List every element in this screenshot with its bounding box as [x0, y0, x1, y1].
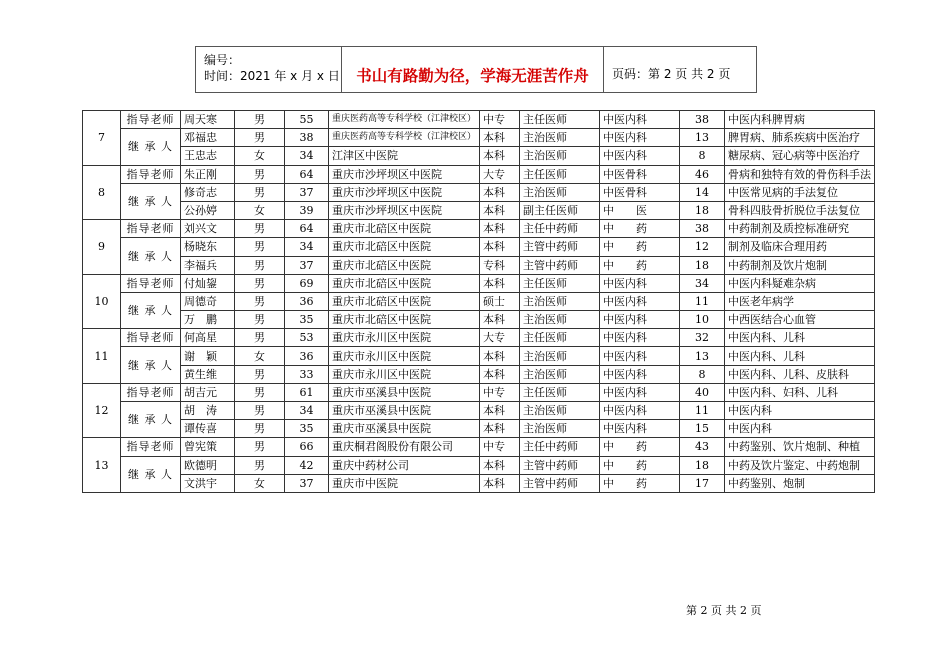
- years-cell: 12: [680, 238, 725, 256]
- sex-cell: 女: [235, 347, 285, 365]
- department-cell: 中医内科: [600, 402, 680, 420]
- table-row: [83, 183, 875, 201]
- inheritance-table: [82, 110, 875, 493]
- name-cell: 杨晓东: [181, 238, 235, 256]
- unit-cell: 重庆医药高等专科学校（江津校区）: [329, 129, 480, 147]
- name-cell: 朱正刚: [181, 165, 235, 183]
- sex-cell: 男: [235, 438, 285, 456]
- education-cell: 本科: [480, 274, 520, 292]
- years-cell: 11: [680, 402, 725, 420]
- department-cell: 中医内科: [600, 383, 680, 401]
- age-cell: 39: [285, 201, 329, 219]
- title-cell: 主治医师: [520, 129, 600, 147]
- sex-cell: 男: [235, 220, 285, 238]
- title-cell: 主任医师: [520, 329, 600, 347]
- education-cell: 中专: [480, 383, 520, 401]
- title-cell: 主管中药师: [520, 238, 600, 256]
- department-cell: 中医内科: [600, 347, 680, 365]
- group-number: 12: [83, 383, 121, 438]
- table-row: [83, 329, 875, 347]
- table-row: [83, 256, 875, 274]
- name-cell: 胡 涛: [181, 402, 235, 420]
- sex-cell: 女: [235, 474, 285, 492]
- sex-cell: 男: [235, 365, 285, 383]
- page-label: 页码：第 2 页 共 2 页: [612, 67, 731, 81]
- role-cell: 继 承 人: [121, 456, 181, 492]
- role-cell: 指导老师: [121, 220, 181, 238]
- unit-cell: 重庆市巫溪县中医院: [329, 383, 480, 401]
- unit-cell: 重庆市巫溪县中医院: [329, 402, 480, 420]
- years-cell: 13: [680, 129, 725, 147]
- department-cell: 中 药: [600, 220, 680, 238]
- name-cell: 刘兴文: [181, 220, 235, 238]
- name-cell: 周德奇: [181, 292, 235, 310]
- role-cell: 指导老师: [121, 329, 181, 347]
- title-cell: 副主任医师: [520, 201, 600, 219]
- unit-cell: 重庆市中医院: [329, 474, 480, 492]
- specialty-cell: 中药及饮片鉴定、中药炮制: [725, 456, 875, 474]
- years-cell: 8: [680, 365, 725, 383]
- age-cell: 34: [285, 147, 329, 165]
- years-cell: 11: [680, 292, 725, 310]
- education-cell: 本科: [480, 183, 520, 201]
- years-cell: 18: [680, 256, 725, 274]
- specialty-cell: 中医内科、儿科: [725, 329, 875, 347]
- sex-cell: 男: [235, 256, 285, 274]
- role-cell: 继 承 人: [121, 292, 181, 328]
- years-cell: 13: [680, 347, 725, 365]
- table-row: [83, 420, 875, 438]
- document-header: [195, 46, 757, 93]
- time-label: 时间：2021 年 x 月 x 日: [204, 69, 340, 83]
- department-cell: 中医内科: [600, 129, 680, 147]
- unit-cell: 重庆市永川区中医院: [329, 347, 480, 365]
- specialty-cell: 中药鉴别、饮片炮制、种植: [725, 438, 875, 456]
- name-cell: 黄生维: [181, 365, 235, 383]
- specialty-cell: 中药制剂及质控标准研究: [725, 220, 875, 238]
- age-cell: 38: [285, 129, 329, 147]
- education-cell: 中专: [480, 111, 520, 129]
- education-cell: 中专: [480, 438, 520, 456]
- specialty-cell: 骨科四肢骨折脱位手法复位: [725, 201, 875, 219]
- motto: 书山有路勤为径，学海无涯苦作舟: [342, 47, 604, 92]
- specialty-cell: 中医内科、儿科: [725, 347, 875, 365]
- table-row: [83, 311, 875, 329]
- education-cell: 本科: [480, 420, 520, 438]
- table-row: [83, 111, 875, 129]
- table-row: [83, 347, 875, 365]
- years-cell: 10: [680, 311, 725, 329]
- age-cell: 37: [285, 256, 329, 274]
- table-row: [83, 201, 875, 219]
- group-number: 8: [83, 165, 121, 220]
- role-cell: 继 承 人: [121, 183, 181, 219]
- unit-cell: 重庆市沙坪坝区中医院: [329, 183, 480, 201]
- years-cell: 18: [680, 201, 725, 219]
- unit-cell: 重庆市北碚区中医院: [329, 238, 480, 256]
- age-cell: 66: [285, 438, 329, 456]
- years-cell: 43: [680, 438, 725, 456]
- sex-cell: 男: [235, 274, 285, 292]
- name-cell: 邓福忠: [181, 129, 235, 147]
- title-cell: 主任医师: [520, 383, 600, 401]
- role-cell: 指导老师: [121, 111, 181, 129]
- sex-cell: 男: [235, 111, 285, 129]
- age-cell: 34: [285, 238, 329, 256]
- table-row: [83, 438, 875, 456]
- specialty-cell: 糖尿病、冠心病等中医治疗: [725, 147, 875, 165]
- years-cell: 38: [680, 111, 725, 129]
- title-cell: 主治医师: [520, 183, 600, 201]
- age-cell: 33: [285, 365, 329, 383]
- title-cell: 主任医师: [520, 165, 600, 183]
- age-cell: 64: [285, 165, 329, 183]
- role-cell: 继 承 人: [121, 238, 181, 274]
- sex-cell: 男: [235, 238, 285, 256]
- education-cell: 本科: [480, 201, 520, 219]
- table-body: [83, 111, 875, 493]
- unit-cell: 重庆市北碚区中医院: [329, 256, 480, 274]
- sex-cell: 男: [235, 292, 285, 310]
- department-cell: 中 药: [600, 438, 680, 456]
- age-cell: 35: [285, 311, 329, 329]
- table-row: [83, 238, 875, 256]
- years-cell: 17: [680, 474, 725, 492]
- education-cell: 本科: [480, 402, 520, 420]
- specialty-cell: 中药制剂及饮片炮制: [725, 256, 875, 274]
- specialty-cell: 中医常见病的手法复位: [725, 183, 875, 201]
- sex-cell: 男: [235, 329, 285, 347]
- group-number: 13: [83, 438, 121, 493]
- unit-cell: 重庆市北碚区中医院: [329, 311, 480, 329]
- years-cell: 38: [680, 220, 725, 238]
- table-row: [83, 456, 875, 474]
- department-cell: 中医内科: [600, 311, 680, 329]
- group-number: 9: [83, 220, 121, 275]
- table-row: [83, 165, 875, 183]
- department-cell: 中医骨科: [600, 183, 680, 201]
- age-cell: 36: [285, 292, 329, 310]
- age-cell: 34: [285, 402, 329, 420]
- title-cell: 主治医师: [520, 420, 600, 438]
- age-cell: 37: [285, 183, 329, 201]
- number-label: 编号：: [204, 53, 241, 67]
- specialty-cell: 中医老年病学: [725, 292, 875, 310]
- years-cell: 32: [680, 329, 725, 347]
- name-cell: 谢 颖: [181, 347, 235, 365]
- sex-cell: 男: [235, 311, 285, 329]
- name-cell: 周天寒: [181, 111, 235, 129]
- name-cell: 付灿鋆: [181, 274, 235, 292]
- name-cell: 修奇志: [181, 183, 235, 201]
- department-cell: 中医内科: [600, 147, 680, 165]
- table-row: [83, 147, 875, 165]
- title-cell: 主治医师: [520, 311, 600, 329]
- table-row: [83, 292, 875, 310]
- title-cell: 主治医师: [520, 347, 600, 365]
- title-cell: 主管中药师: [520, 456, 600, 474]
- years-cell: 34: [680, 274, 725, 292]
- title-cell: 主任医师: [520, 274, 600, 292]
- sex-cell: 男: [235, 456, 285, 474]
- department-cell: 中医内科: [600, 420, 680, 438]
- age-cell: 35: [285, 420, 329, 438]
- specialty-cell: 中医内科脾胃病: [725, 111, 875, 129]
- department-cell: 中医骨科: [600, 165, 680, 183]
- age-cell: 53: [285, 329, 329, 347]
- name-cell: 王忠志: [181, 147, 235, 165]
- name-cell: 欧德明: [181, 456, 235, 474]
- table-row: [83, 365, 875, 383]
- years-cell: 40: [680, 383, 725, 401]
- page-footer: 第 2 页 共 2 页: [686, 604, 762, 617]
- unit-cell: 重庆市巫溪县中医院: [329, 420, 480, 438]
- education-cell: 专科: [480, 256, 520, 274]
- table-row: [83, 220, 875, 238]
- specialty-cell: 中医内科、妇科、儿科: [725, 383, 875, 401]
- name-cell: 谭传喜: [181, 420, 235, 438]
- years-cell: 15: [680, 420, 725, 438]
- years-cell: 14: [680, 183, 725, 201]
- group-number: 10: [83, 274, 121, 329]
- department-cell: 中医内科: [600, 365, 680, 383]
- unit-cell: 重庆中药材公司: [329, 456, 480, 474]
- sex-cell: 男: [235, 402, 285, 420]
- sex-cell: 女: [235, 201, 285, 219]
- unit-cell: 重庆医药高等专科学校（江津校区）: [329, 111, 480, 129]
- sex-cell: 男: [235, 183, 285, 201]
- department-cell: 中医内科: [600, 329, 680, 347]
- table-row: [83, 274, 875, 292]
- age-cell: 61: [285, 383, 329, 401]
- specialty-cell: 脾胃病、肺系疾病中医治疗: [725, 129, 875, 147]
- name-cell: 何高星: [181, 329, 235, 347]
- name-cell: 万 鹏: [181, 311, 235, 329]
- table-row: [83, 383, 875, 401]
- table-row: [83, 129, 875, 147]
- role-cell: 继 承 人: [121, 347, 181, 383]
- education-cell: 本科: [480, 474, 520, 492]
- name-cell: 胡吉元: [181, 383, 235, 401]
- unit-cell: 重庆桐君阁股份有限公司: [329, 438, 480, 456]
- education-cell: 本科: [480, 238, 520, 256]
- title-cell: 主治医师: [520, 365, 600, 383]
- title-cell: 主治医师: [520, 402, 600, 420]
- education-cell: 本科: [480, 365, 520, 383]
- title-cell: 主任医师: [520, 111, 600, 129]
- unit-cell: 重庆市北碚区中医院: [329, 220, 480, 238]
- table-row: [83, 402, 875, 420]
- sex-cell: 女: [235, 147, 285, 165]
- sex-cell: 男: [235, 129, 285, 147]
- age-cell: 42: [285, 456, 329, 474]
- department-cell: 中 医: [600, 201, 680, 219]
- specialty-cell: 中医内科疑难杂病: [725, 274, 875, 292]
- sex-cell: 男: [235, 165, 285, 183]
- group-number: 11: [83, 329, 121, 384]
- specialty-cell: 制剂及临床合理用药: [725, 238, 875, 256]
- age-cell: 36: [285, 347, 329, 365]
- department-cell: 中医内科: [600, 274, 680, 292]
- role-cell: 指导老师: [121, 438, 181, 456]
- title-cell: 主任中药师: [520, 220, 600, 238]
- unit-cell: 江津区中医院: [329, 147, 480, 165]
- education-cell: 大专: [480, 329, 520, 347]
- years-cell: 18: [680, 456, 725, 474]
- group-number: 7: [83, 111, 121, 166]
- age-cell: 69: [285, 274, 329, 292]
- role-cell: 继 承 人: [121, 402, 181, 438]
- title-cell: 主管中药师: [520, 474, 600, 492]
- education-cell: 本科: [480, 311, 520, 329]
- specialty-cell: 中医内科、儿科、皮肤科: [725, 365, 875, 383]
- specialty-cell: 骨病和独特有效的骨伤科手法: [725, 165, 875, 183]
- specialty-cell: 中药鉴别、炮制: [725, 474, 875, 492]
- department-cell: 中医内科: [600, 111, 680, 129]
- education-cell: 本科: [480, 220, 520, 238]
- age-cell: 64: [285, 220, 329, 238]
- header-info: [196, 47, 342, 92]
- role-cell: 继 承 人: [121, 129, 181, 165]
- title-cell: 主治医师: [520, 147, 600, 165]
- age-cell: 37: [285, 474, 329, 492]
- name-cell: 公孙婷: [181, 201, 235, 219]
- name-cell: 曾宪策: [181, 438, 235, 456]
- name-cell: 文洪宇: [181, 474, 235, 492]
- department-cell: 中 药: [600, 256, 680, 274]
- years-cell: 46: [680, 165, 725, 183]
- education-cell: 本科: [480, 347, 520, 365]
- unit-cell: 重庆市北碚区中医院: [329, 274, 480, 292]
- unit-cell: 重庆市永川区中医院: [329, 365, 480, 383]
- table-row: [83, 474, 875, 492]
- unit-cell: 重庆市北碚区中医院: [329, 292, 480, 310]
- sex-cell: 男: [235, 420, 285, 438]
- unit-cell: 重庆市沙坪坝区中医院: [329, 165, 480, 183]
- unit-cell: 重庆市永川区中医院: [329, 329, 480, 347]
- specialty-cell: 中医内科: [725, 402, 875, 420]
- role-cell: 指导老师: [121, 383, 181, 401]
- education-cell: 硕士: [480, 292, 520, 310]
- years-cell: 8: [680, 147, 725, 165]
- title-cell: 主治医师: [520, 292, 600, 310]
- department-cell: 中 药: [600, 456, 680, 474]
- department-cell: 中医内科: [600, 292, 680, 310]
- department-cell: 中 药: [600, 238, 680, 256]
- department-cell: 中 药: [600, 474, 680, 492]
- specialty-cell: 中医内科: [725, 420, 875, 438]
- role-cell: 指导老师: [121, 165, 181, 183]
- age-cell: 55: [285, 111, 329, 129]
- name-cell: 李福兵: [181, 256, 235, 274]
- education-cell: 本科: [480, 147, 520, 165]
- education-cell: 本科: [480, 456, 520, 474]
- title-cell: 主管中药师: [520, 256, 600, 274]
- education-cell: 大专: [480, 165, 520, 183]
- role-cell: 指导老师: [121, 274, 181, 292]
- sex-cell: 男: [235, 383, 285, 401]
- education-cell: 本科: [480, 129, 520, 147]
- unit-cell: 重庆市沙坪坝区中医院: [329, 201, 480, 219]
- title-cell: 主任中药师: [520, 438, 600, 456]
- specialty-cell: 中西医结合心血管: [725, 311, 875, 329]
